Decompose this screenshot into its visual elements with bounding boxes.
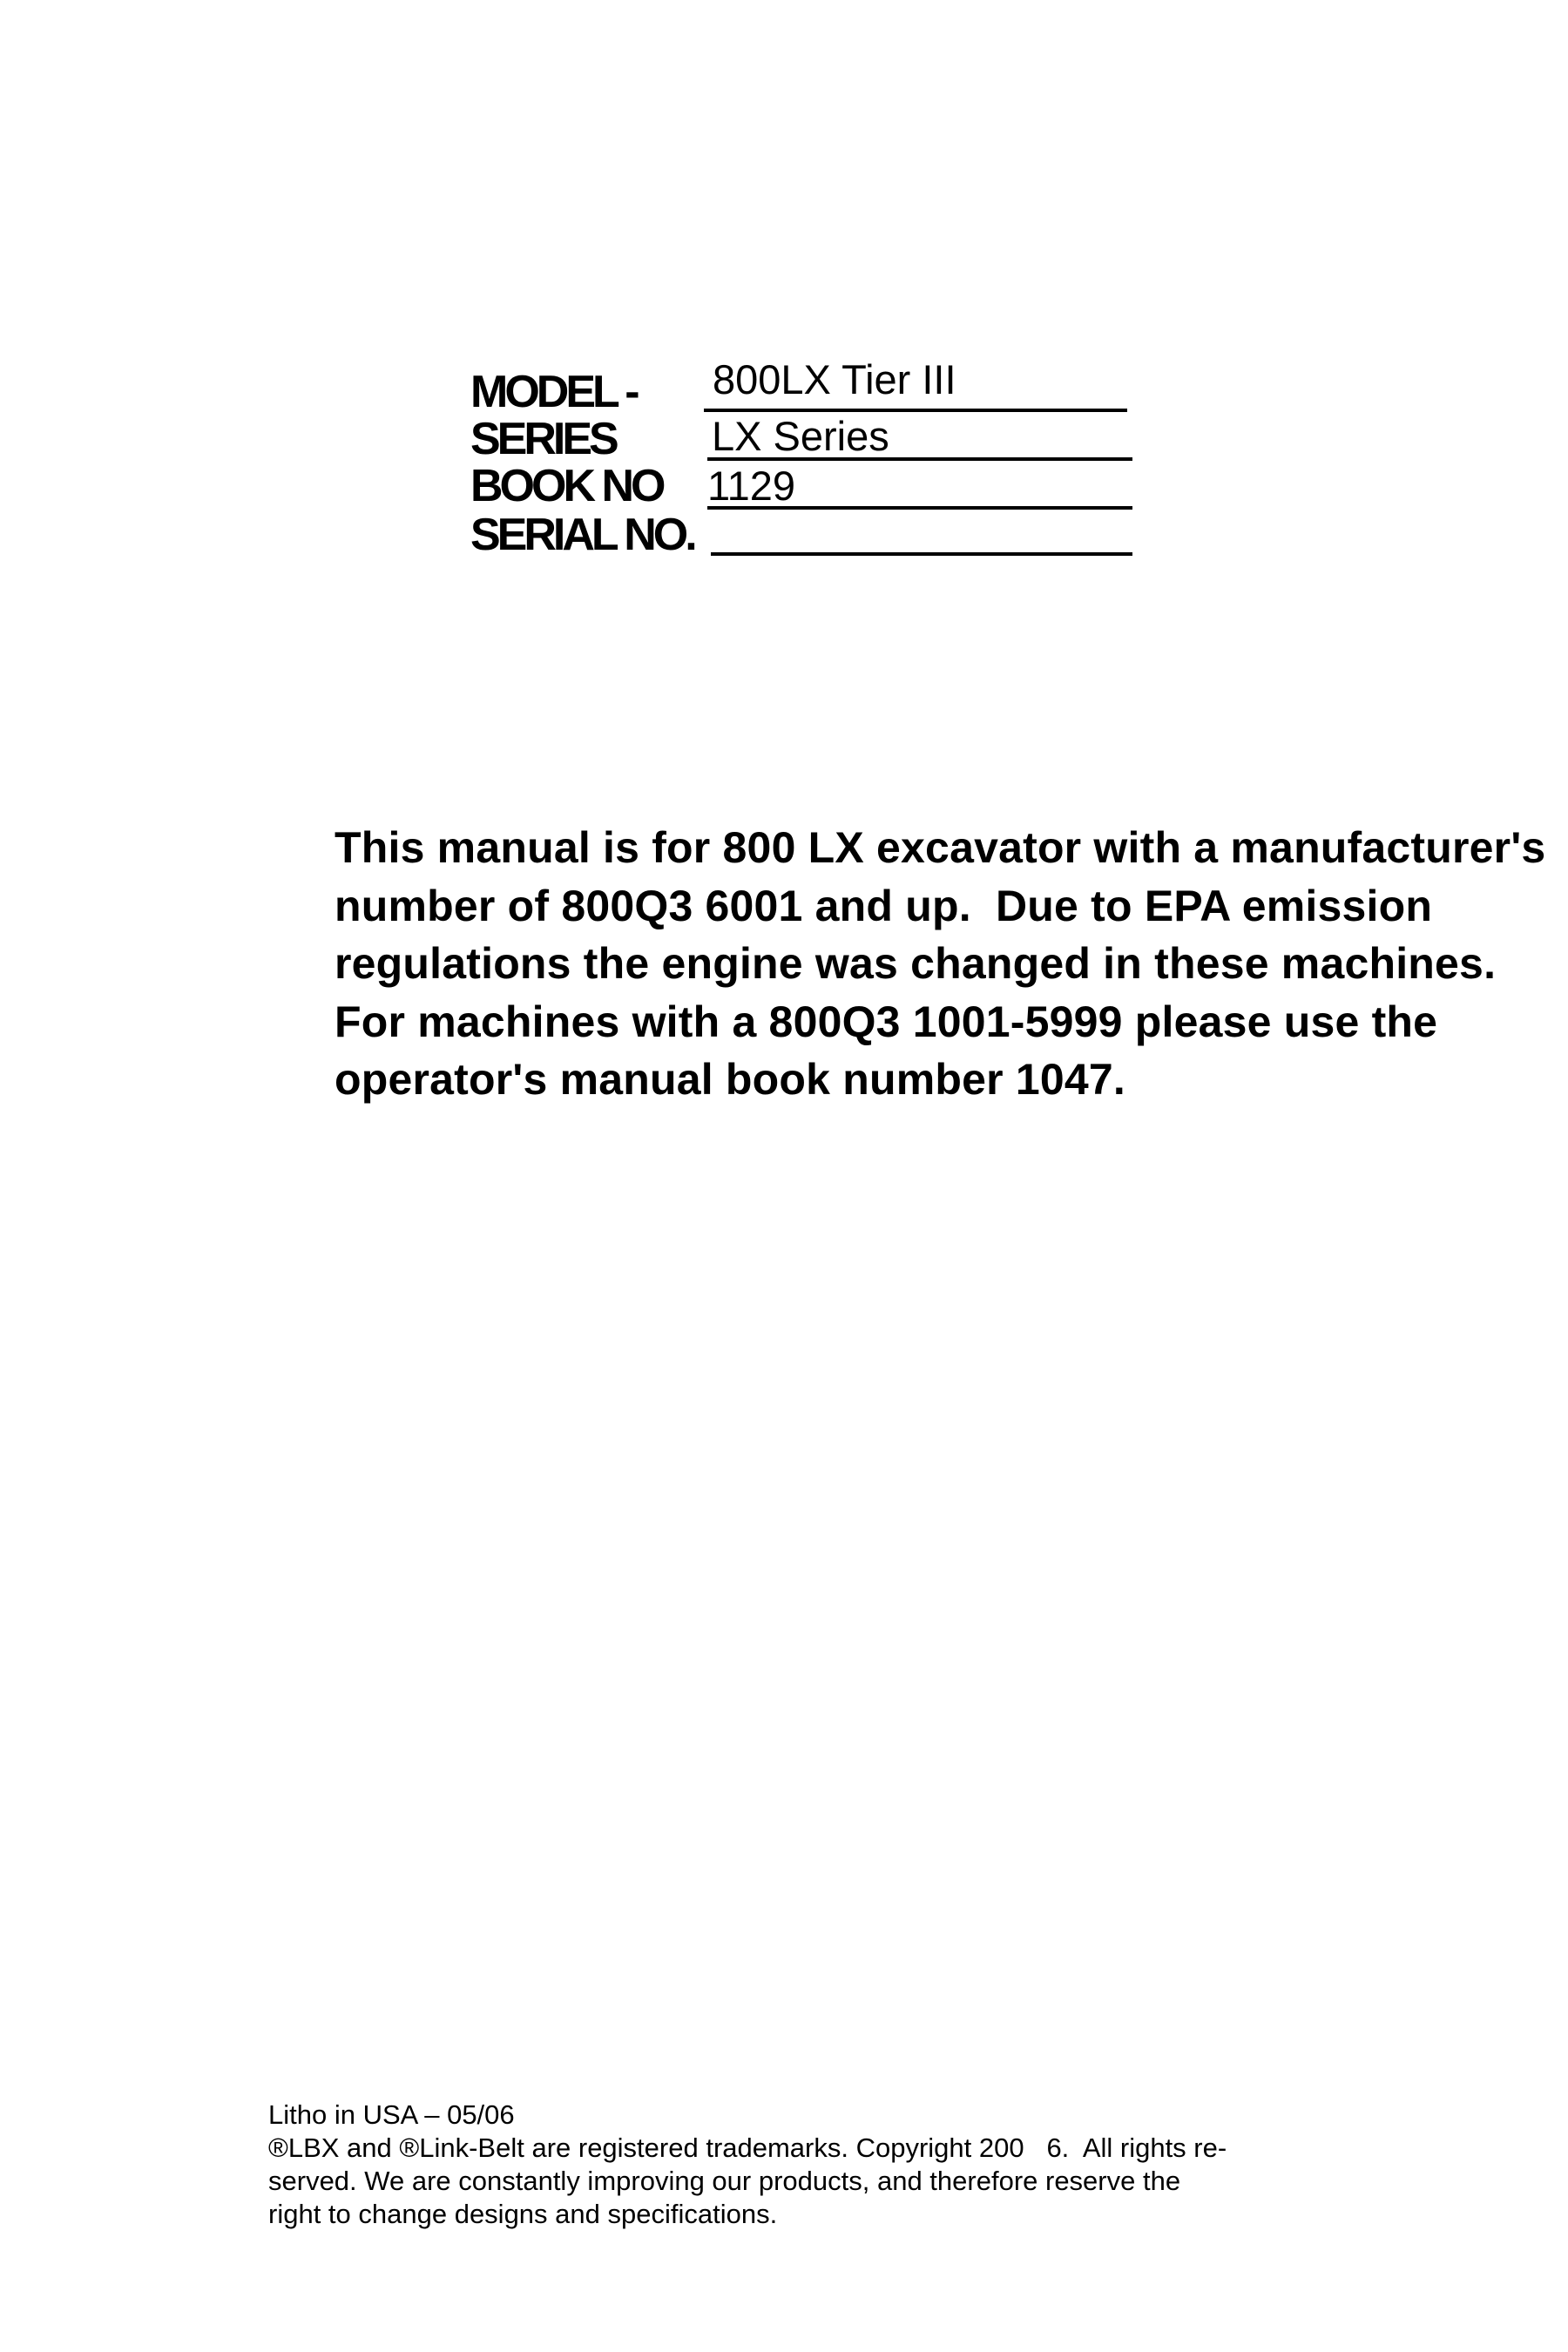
notice-line: operator's manual book number 1047. bbox=[335, 1055, 1126, 1104]
serial-no-label: SERIAL NO. bbox=[470, 510, 694, 560]
book-no-value: 1129 bbox=[707, 463, 796, 509]
series-underline bbox=[707, 457, 1132, 461]
model-label: MODEL - bbox=[470, 367, 637, 417]
footer-line-trademarks: ®LBX and ®Link-Belt are registered trademarks. Copyright 200 6. All rights re- bbox=[268, 2132, 1227, 2163]
book-no-underline bbox=[707, 506, 1132, 510]
notice-line: For machines with a 800Q3 1001-5999 please use the bbox=[335, 997, 1438, 1046]
notice-line: number of 800Q3 6001 and up. Due to EPA emission bbox=[335, 881, 1433, 930]
footer-legal-text bbox=[268, 2099, 1314, 2231]
series-label: SERIES bbox=[470, 414, 616, 464]
series-value: LX Series bbox=[712, 413, 889, 459]
footer-line-litho: Litho in USA – 05/06 bbox=[268, 2099, 515, 2130]
notice-line: This manual is for 800 LX excavator with a manufacturer's bbox=[335, 823, 1546, 872]
serial-no-underline bbox=[711, 552, 1132, 556]
manual-notice-paragraph bbox=[335, 819, 1554, 1109]
footer-line-improvements: served. We are constantly improving our products, and therefore reserve the bbox=[268, 2166, 1181, 2196]
footer-line-specifications: right to change designs and specifications. bbox=[268, 2199, 778, 2229]
model-value: 800LX Tier III bbox=[713, 356, 956, 402]
notice-line: regulations the engine was changed in these machines. bbox=[335, 939, 1497, 988]
book-no-label: BOOK NO bbox=[470, 461, 663, 511]
